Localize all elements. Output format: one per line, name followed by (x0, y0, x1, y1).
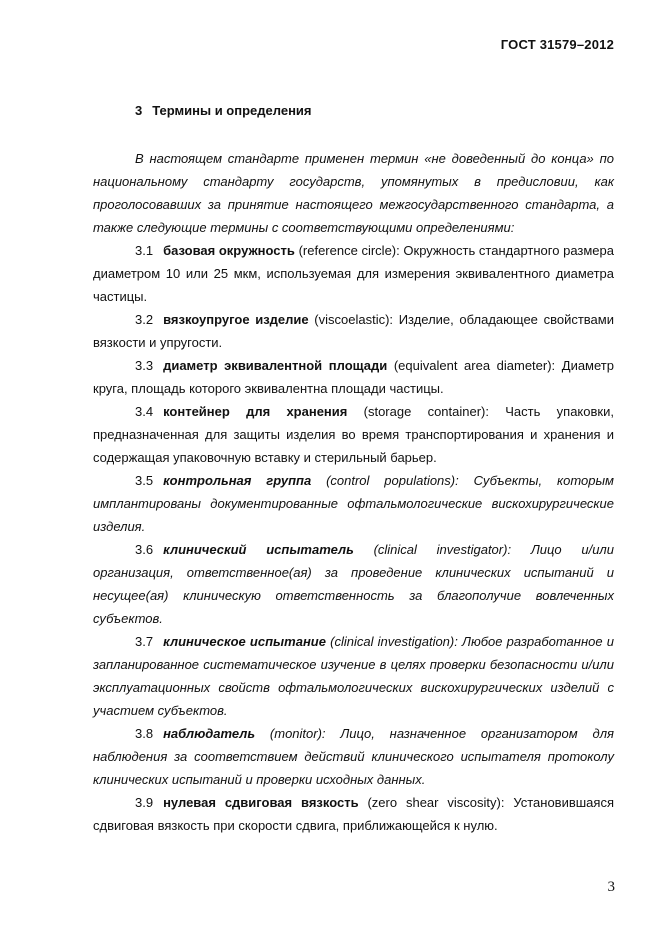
term-english: (control populations): (326, 473, 459, 488)
term-definition: Изделие, обладающее свойствами вязкости и упругости. (93, 312, 614, 350)
document-body (93, 147, 614, 837)
term-number: 3.3 (135, 358, 154, 373)
section-number: 3 (135, 103, 143, 118)
term-entry (93, 538, 614, 630)
term-name: контрольная группа (163, 473, 312, 488)
term-number: 3.9 (135, 795, 154, 810)
term-name: нулевая сдвиговая вязкость (163, 795, 359, 810)
term-entry (93, 469, 614, 538)
term-english: (equivalent area diameter): (393, 358, 556, 373)
term-english: (monitor): (269, 726, 326, 741)
term-english: (clinical investigator): (373, 542, 512, 557)
term-number: 3.4 (135, 404, 154, 419)
doc-code: ГОСТ 31579–2012 (500, 37, 614, 52)
term-definition: Часть упаковки, предназначенная для защиты изделия во время транспортирования и хранения и содержащая упаковочную вставку и стерильный барьер. (93, 404, 614, 465)
section-title: Термины и определения (152, 103, 312, 118)
page-number: 3 (607, 879, 615, 895)
term-name: наблюдатель (163, 726, 256, 741)
term-entry (93, 239, 614, 308)
term-english: (clinical investigation): (330, 634, 458, 649)
term-definition: Лицо и/или организация, ответственное(ая) за проведение клинических испытаний и несущее(ая) клиническую ответственность за благополучие вовлеченных субъектов. (93, 542, 614, 626)
term-name: клинический испытатель (163, 542, 354, 557)
term-definition: Лицо, назначенное организатором для наблюдения за соответствием действий клинического испытателя протоколу клинических испытаний и проверки исходных данных. (93, 726, 614, 787)
term-definition: Диаметр круга, площадь которого эквивалентна площади частицы. (93, 358, 614, 396)
term-definition: Любое разработанное и запланированное систематическое изучение в целях проверки безопасности и/или эксплуатационных свойств офтальмологических вискохирургических изделий с участием субъектов. (93, 634, 614, 718)
section-heading (135, 103, 312, 118)
term-name: вязкоупругое изделие (163, 312, 309, 327)
term-english: (storage container): (363, 404, 489, 419)
term-name: клиническое испытание (163, 634, 326, 649)
term-entry (93, 630, 614, 722)
term-definition: Окружность стандартного размера диаметром 10 или 25 мкм, используемая для измерения эквивалентного диаметра частицы. (93, 243, 614, 304)
term-english: (reference circle): (298, 243, 400, 258)
term-number: 3.6 (135, 542, 154, 557)
term-name: диаметр эквивалентной площади (163, 358, 388, 373)
term-entry (93, 308, 614, 354)
term-name: контейнер для хранения (163, 404, 348, 419)
term-english: (viscoelastic): (314, 312, 394, 327)
term-name: базовая окружность (163, 243, 295, 258)
term-entry (93, 354, 614, 400)
term-number: 3.5 (135, 473, 154, 488)
term-entry (93, 791, 614, 837)
term-entry (93, 722, 614, 791)
term-english: (zero shear viscosity): (367, 795, 505, 810)
term-number: 3.7 (135, 634, 154, 649)
term-definition: Субъекты, которым имплантированы документированные офтальмологические вискохирургические изделия. (93, 473, 614, 534)
term-number: 3.1 (135, 243, 154, 258)
intro-paragraph: В настоящем стандарте применен термин «не доведенный до конца» по национальному стандарту государств, упомянутых в предисловии, как проголосовавших за принятие настоящего межгосударственного стандарта, а также следующие термины с соответствующими определениями: (93, 151, 614, 235)
term-definition: Установившаяся сдвиговая вязкость при скорости сдвига, приближающейся к нулю. (93, 795, 614, 833)
term-entry (93, 400, 614, 469)
term-number: 3.8 (135, 726, 154, 741)
term-number: 3.2 (135, 312, 154, 327)
